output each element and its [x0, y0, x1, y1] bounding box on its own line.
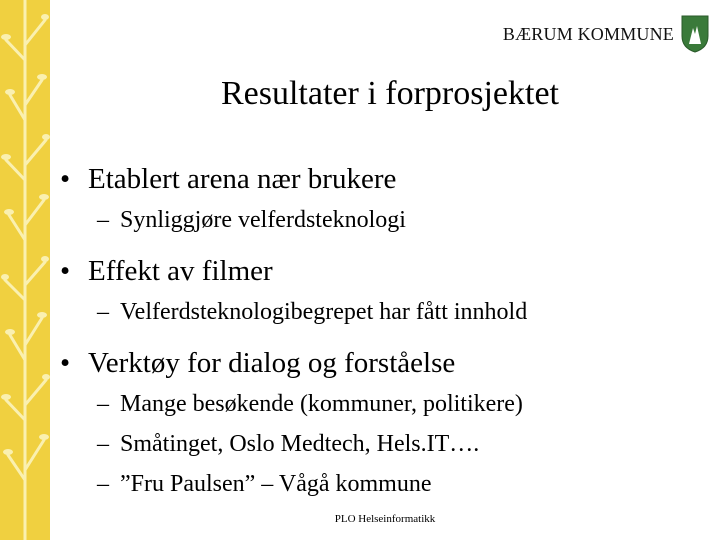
sub-bullet-text: Mange besøkende (kommuner, politikere) — [120, 391, 523, 417]
tree-pattern-graphic — [0, 0, 50, 540]
sub-bullet-item — [60, 388, 700, 420]
sub-bullet-text: Velferdsteknologibegrepet har fått innhold — [120, 299, 528, 325]
bullet-list — [60, 160, 700, 516]
bullet-text: Etablert arena nær brukere — [88, 163, 397, 195]
sub-bullet-item — [60, 296, 700, 328]
logo-text: BÆRUM KOMMUNE — [502, 23, 674, 44]
bullet-item — [60, 252, 700, 290]
slide-title: Resultater i forprosjektet — [220, 75, 559, 112]
bullet-text: Effekt av filmer — [88, 255, 273, 287]
dash-icon: – — [97, 471, 109, 497]
bullet-text: Verktøy for dialog og forståelse — [88, 347, 456, 379]
bullet-icon: • — [60, 347, 71, 379]
slide-footer: PLO Helseinformatikk — [334, 513, 436, 525]
bullet-item — [60, 344, 700, 382]
dash-icon: – — [97, 391, 109, 417]
dash-icon: – — [97, 207, 109, 233]
municipality-logo — [503, 14, 710, 54]
sub-bullet-text: ”Fru Paulsen” – Vågå kommune — [120, 471, 432, 497]
coat-of-arms-icon — [680, 14, 710, 54]
sub-bullet-text: Småtinget, Oslo Medtech, Hels.IT…. — [120, 431, 480, 457]
bullet-icon: • — [60, 163, 71, 195]
dash-icon: – — [97, 299, 109, 325]
sub-bullet-item — [60, 204, 700, 236]
sub-bullet-text: Synliggjøre velferdsteknologi — [120, 207, 406, 233]
bullet-group — [60, 252, 700, 328]
sub-bullet-item — [60, 428, 700, 460]
bullet-group — [60, 344, 700, 500]
bullet-icon: • — [60, 255, 71, 287]
decorative-side-strip — [0, 0, 50, 540]
sub-bullet-item — [60, 468, 700, 500]
bullet-group — [60, 160, 700, 236]
dash-icon: – — [97, 431, 109, 457]
bullet-item — [60, 160, 700, 198]
